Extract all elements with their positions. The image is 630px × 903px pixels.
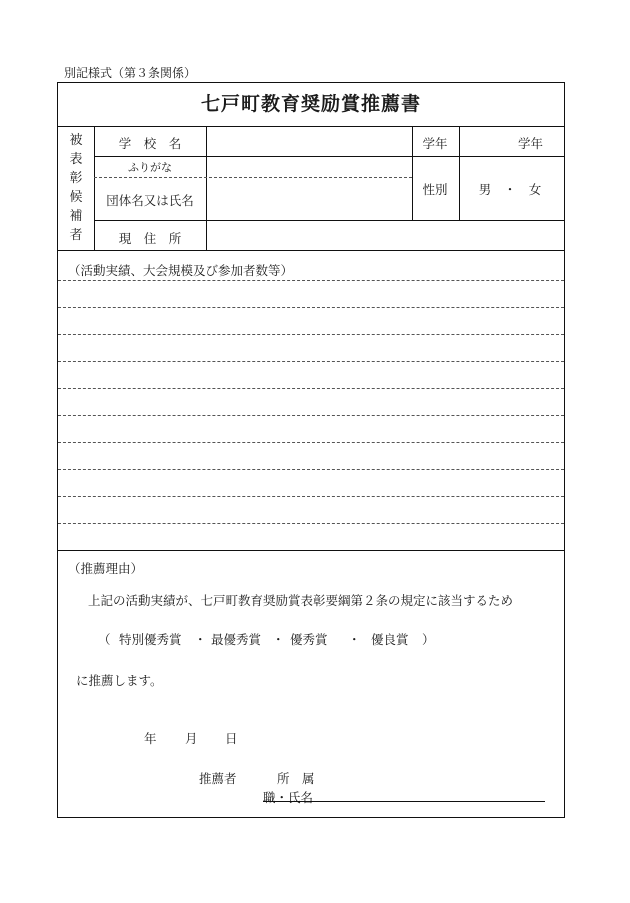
form-frame (57, 82, 565, 818)
activity-line-8 (58, 469, 564, 470)
activity-line-7 (58, 442, 564, 443)
furigana-field[interactable] (207, 157, 412, 177)
awards-open-paren: （ (98, 632, 111, 647)
position-name-label: 職・氏名 (263, 790, 314, 805)
activity-line-6 (58, 415, 564, 416)
date-year: 年 (144, 731, 157, 746)
gender-options[interactable]: 男 ・ 女 (478, 182, 542, 197)
grade-field[interactable] (460, 127, 515, 156)
gender-label: 性別 (422, 182, 448, 197)
group-or-name-label: 団体名又は氏名 (106, 193, 194, 208)
school-name-label: 学 校 名 (118, 136, 182, 151)
activity-line-4 (58, 361, 564, 362)
activity-line-9 (58, 496, 564, 497)
address-field[interactable] (207, 221, 564, 250)
award-special-excellence[interactable]: 特別優秀賞 (119, 632, 182, 647)
activity-line-10 (58, 523, 564, 524)
award-excellence[interactable]: 優秀賞 (290, 632, 328, 647)
date-month: 月 (185, 731, 198, 746)
awards-separator-1: ・ (194, 632, 207, 647)
row-divider-address (58, 250, 564, 251)
grade-label: 学年 (422, 136, 448, 151)
awards-separator-3: ・ (348, 632, 361, 647)
grade-suffix: 学年 (518, 136, 544, 151)
recommender-label: 推薦者 (199, 771, 237, 786)
activity-line-5 (58, 388, 564, 389)
reason-text: 上記の活動実績が、七戸町教育奨励賞表彰要綱第２条の規定に該当するため (88, 593, 514, 608)
value-column-divider (412, 126, 413, 220)
award-merit[interactable]: 優良賞 (371, 632, 409, 647)
activities-label: （活動実績、大会規模及び参加者数等） (68, 263, 294, 278)
activity-line-3 (58, 334, 564, 335)
school-name-field[interactable] (207, 127, 412, 156)
nominee-vertical-label: 被 表 彰 候 補 者 (69, 133, 83, 243)
address-label: 現 住 所 (118, 231, 182, 246)
form-title: 七戸町教育奨励賞推薦書 (58, 83, 564, 127)
recommend-text: に推薦します。 (76, 673, 163, 688)
activity-line-2 (58, 307, 564, 308)
activities-bottom-border (58, 550, 564, 551)
awards-close-paren: ） (422, 632, 435, 647)
furigana-label: ふりがな (128, 161, 172, 174)
nominee-column-divider (94, 126, 95, 250)
form-caption: 別記様式（第３条関係） (64, 66, 197, 80)
affiliation-label: 所 属 (277, 771, 315, 786)
reason-label: （推薦理由） (68, 561, 144, 576)
activity-line-1 (58, 280, 564, 281)
awards-separator-2: ・ (272, 632, 285, 647)
award-highest-excellence[interactable]: 最優秀賞 (211, 632, 262, 647)
group-or-name-field[interactable] (207, 178, 412, 220)
date-day: 日 (225, 731, 238, 746)
signature-underline (263, 801, 545, 802)
